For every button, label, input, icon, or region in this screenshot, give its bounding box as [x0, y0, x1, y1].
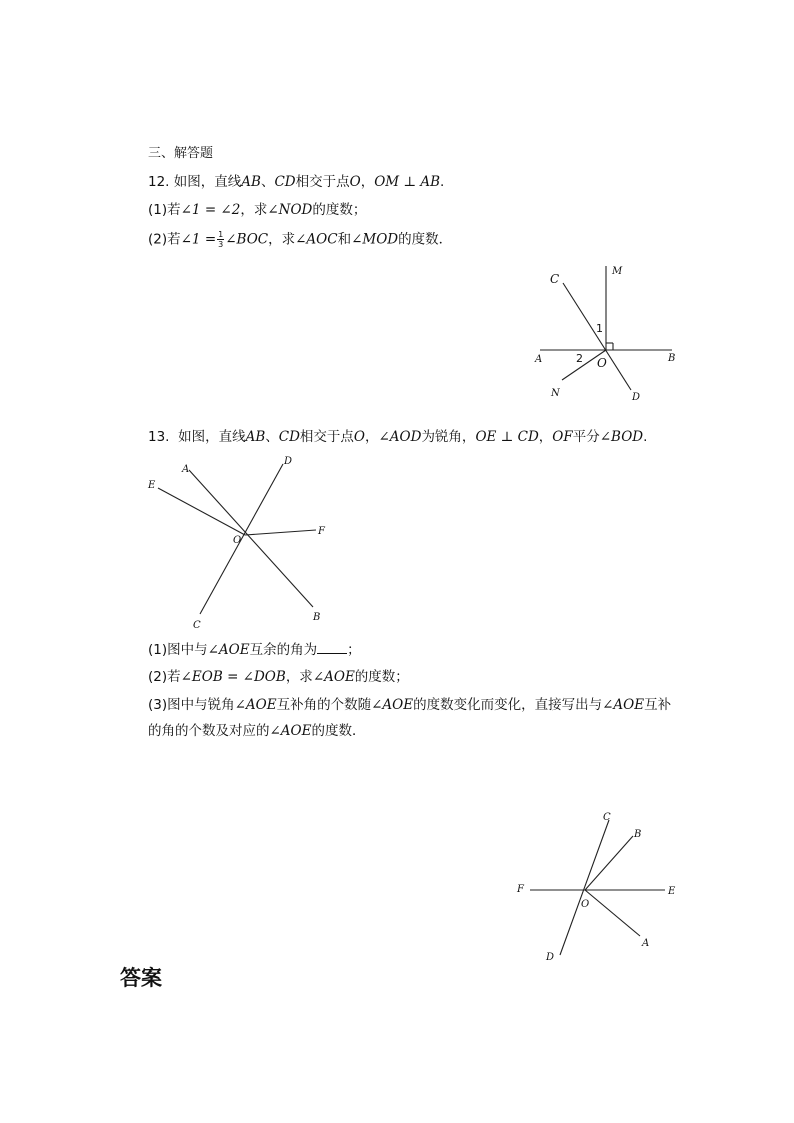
fig12-label-2: 2 — [576, 352, 583, 365]
fig12-label-1: 1 — [596, 322, 603, 335]
q13-bod: ∠BOD — [599, 429, 644, 445]
q13-part3-mid1: 互补角的个数随 — [276, 697, 372, 713]
q13-text-mid: 相交于点 — [299, 429, 354, 445]
q12-part1-target: ∠NOD — [267, 202, 313, 218]
q12-part1-prefix: (1)若 — [148, 202, 181, 218]
answer-heading: 答案 — [120, 966, 162, 990]
fig12-label-c: C — [550, 272, 560, 286]
q13-part1-prefix: (1)图中与 — [148, 642, 208, 658]
q13-of: OF — [552, 429, 573, 445]
fig13a-label-e: E — [148, 480, 156, 491]
q13-comma2: ， — [538, 429, 553, 445]
q12-sep: 、 — [260, 174, 275, 190]
q13-part2-cond: ∠EOB = ∠DOB — [180, 669, 286, 685]
q13-part2-end: 的度数； — [354, 669, 409, 685]
q13-part3-end1: 互补 — [644, 697, 672, 713]
q12-part2-end: 的度数． — [398, 231, 453, 248]
fig13b-label-a: A — [642, 938, 650, 949]
section-title: 三、解答题 — [148, 146, 214, 161]
q12-text-mid: 相交于点 — [295, 174, 350, 190]
q12-part1-mid: ，求 — [240, 202, 268, 218]
q13-part3-aoe4: ∠AOE — [269, 723, 312, 739]
q13-part3-prefix: (3)图中与锐角 — [148, 697, 235, 713]
q12-part2-and: 和 — [337, 231, 352, 248]
q12-text: 如图，直线 — [173, 174, 242, 190]
fig12-label-d: D — [632, 392, 641, 403]
q13-part3-aoe3: ∠AOE — [602, 697, 645, 713]
q13-aod: ∠AOD — [378, 429, 422, 445]
fig13b-label-b: B — [634, 829, 642, 840]
q12-part2-prefix: (2)若 — [148, 231, 181, 248]
q13-part3-aoe1: ∠AOE — [234, 697, 277, 713]
q12-number: 12. — [148, 174, 170, 190]
ray-ob — [585, 836, 633, 890]
fig12-label-o: O — [597, 356, 607, 370]
q12-line-cd: CD — [274, 174, 296, 190]
q13-part2-aoe: ∠AOE — [312, 669, 355, 685]
q13-part1-end: ； — [347, 642, 361, 658]
fig12-label-n: N — [551, 388, 560, 399]
fig12-label-m: M — [612, 266, 623, 277]
fig12-label-b: B — [668, 353, 676, 364]
q13-acute: 为锐角， — [421, 429, 476, 445]
fig13b-label-e: E — [668, 886, 676, 897]
q13-part2-mid: ，求 — [285, 669, 313, 685]
q12-line-ab: AB — [241, 174, 261, 190]
q13-line-ab: AB — [245, 429, 266, 445]
q12-om-perp: OM ⊥ AB — [374, 174, 441, 190]
q13-number: 13. — [148, 429, 170, 445]
fraction-denominator: 3 — [218, 240, 224, 249]
q13-part2-prefix: (2)若 — [148, 669, 181, 685]
q12-comma: ， — [360, 174, 375, 190]
fig13b-label-o: O — [581, 899, 590, 910]
q12-part2-mod: ∠MOD — [351, 231, 399, 248]
q12-part1-cond: ∠1 = ∠2 — [180, 202, 241, 218]
fraction-numerator: 1 — [218, 230, 224, 239]
fig12-label-a: A — [535, 354, 543, 365]
q13-oe-perp: OE ⊥ CD — [475, 429, 539, 445]
fig13a-label-d: D — [284, 456, 293, 467]
fig13b-label-c: C — [603, 812, 611, 823]
q13-part1-mid: 互余的角为 — [249, 642, 318, 658]
q13-part1-aoe: ∠AOE — [207, 642, 250, 658]
fig13b-label-f: F — [517, 884, 524, 895]
q13-part3-aoe2: ∠AOE — [371, 697, 414, 713]
q12-part2-aoc: ∠AOC — [295, 231, 338, 248]
q12-part2-boc: ∠BOC — [225, 231, 269, 248]
q12-end: . — [440, 174, 445, 190]
q13-part3-line2-prefix: 的角的个数及对应的 — [148, 723, 270, 739]
q12-part2-mid: ，求 — [268, 231, 296, 248]
line-cd — [560, 820, 609, 955]
q12-point-o: O — [349, 174, 361, 190]
fig13b-label-d: D — [546, 952, 555, 963]
fig13a-label-o: O — [233, 535, 242, 546]
q13-end: . — [643, 429, 648, 445]
fig13a-label-f: F — [318, 526, 325, 537]
fig13a-label-a: A — [182, 464, 190, 475]
fig13a-label-b: B — [313, 612, 321, 623]
fig13a-label-c: C — [193, 620, 201, 631]
q13-part3-mid2: 的度数变化而变化，直接写出与 — [413, 697, 603, 713]
q13-line-cd: CD — [278, 429, 300, 445]
q13-part3-line2-end: 的度数． — [311, 723, 366, 739]
ray-oa — [585, 890, 640, 936]
q13-sep: 、 — [265, 429, 279, 445]
q13-bisect: 平分 — [572, 429, 600, 445]
q13-point-o: O — [353, 429, 365, 445]
q13-text: 如图，直线 — [178, 429, 246, 445]
q13-comma1: ， — [364, 429, 379, 445]
q12-part1-end: 的度数； — [312, 202, 367, 218]
q12-part2-angle1: ∠1 = — [180, 231, 217, 248]
